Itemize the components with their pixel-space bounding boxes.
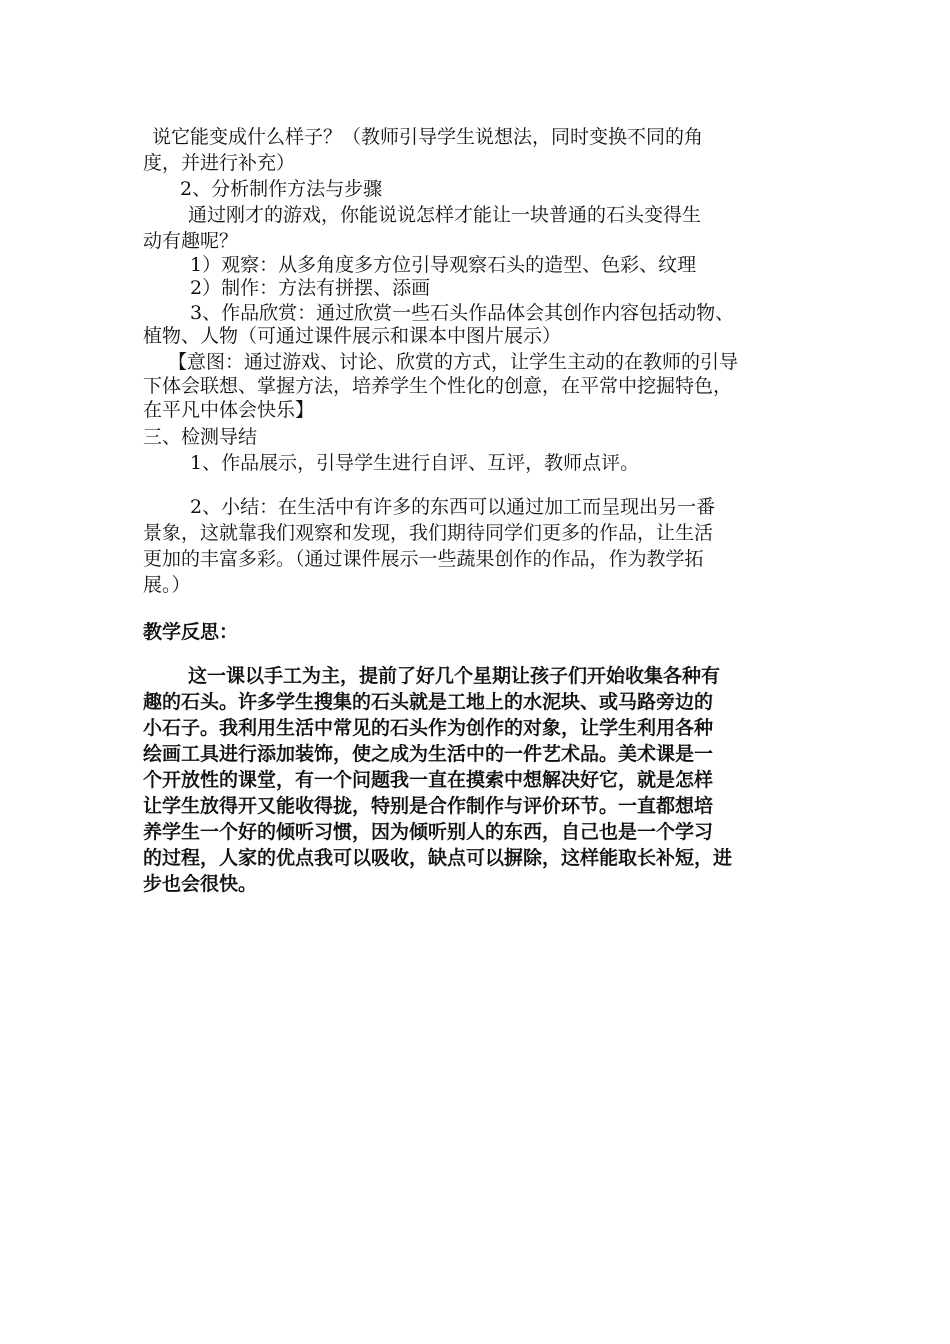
reflection-line: 趣的石头。许多学生搜集的石头就是工地上的水泥块、或马路旁边的 [143,691,714,713]
reflection-line: 让学生放得开又能收得拢，特别是合作制作与评价环节。一直都想培 [143,795,714,817]
text-line: 度，并进行补充） [143,152,296,174]
reflection-line: 步也会很快。 [143,873,258,895]
text-line: 动有趣呢？ [143,230,239,252]
text-line: 说它能变成什么样子？（教师引导学生说想法，同时变换不同的角 [152,126,704,148]
text-line: 3、作品欣赏：通过欣赏一些石头作品体会其创作内容包括动物、 [190,302,735,324]
text-line: 植物、人物（可通过课件展示和课本中图片展示） [143,325,562,347]
text-line: 1）观察：从多角度多方位引导观察石头的造型、色彩、纹理 [190,254,697,276]
text-line: 2、小结：在生活中有许多的东西可以通过加工而呈现出另一番 [190,496,716,518]
text-line: 景象，这就靠我们观察和发现，我们期待同学们更多的作品，让生活 [143,522,714,544]
text-line: 2）制作：方法有拼摆、添画 [190,277,431,299]
text-line: 下体会联想、掌握方法，培养学生个性化的创意，在平常中挖掘特色， [143,375,733,397]
text-line: 通过刚才的游戏，你能说说怎样才能让一块普通的石头变得生 [188,204,702,226]
text-line: 【意图：通过游戏、讨论、欣赏的方式，让学生主动的在教师的引导 [168,351,739,373]
text-line: 在平凡中体会快乐】 [143,399,315,421]
reflection-line: 的过程，人家的优点我可以吸收，缺点可以摒除，这样能取长补短，进 [143,847,733,869]
reflection-line: 绘画工具进行添加装饰，使之成为生活中的一件艺术品。美术课是一 [143,743,714,765]
text-line: 更加的丰富多彩。（通过课件展示一些蔬果创作的作品，作为教学拓 [143,548,704,570]
reflection-line: 小石子。我利用生活中常见的石头作为创作的对象，让学生利用各种 [143,717,714,739]
text-line: 展。） [143,574,191,596]
reflection-line: 个开放性的课堂，有一个问题我一直在摸索中想解决好它，就是怎样 [143,769,714,791]
text-line: 1、作品展示，引导学生进行自评、互评，教师点评。 [190,452,640,474]
section-heading: 2、分析制作方法与步骤 [180,178,383,200]
section-heading: 三、检测导结 [143,426,258,448]
reflection-heading: 教学反思： [143,621,239,643]
reflection-line: 这一课以手工为主，提前了好几个星期让孩子们开始收集各种有 [188,665,721,687]
reflection-line: 养学生一个好的倾听习惯，因为倾听别人的东西，自己也是一个学习 [143,821,714,843]
